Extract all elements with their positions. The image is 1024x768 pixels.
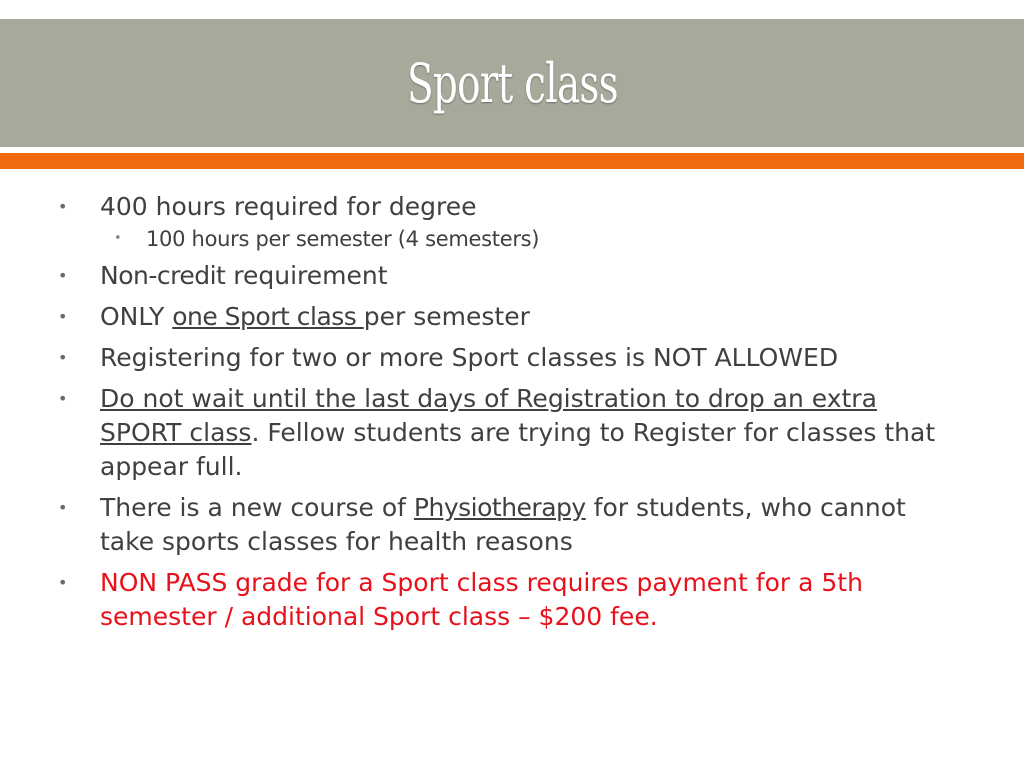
- one-sport-class-link[interactable]: one Sport class: [172, 302, 364, 331]
- bullet-dot-icon: •: [58, 197, 68, 216]
- bullet-dot-icon: •: [58, 266, 68, 285]
- slide-title: Sport class: [406, 51, 618, 115]
- accent-bar: [0, 153, 1024, 169]
- bullet-dot-icon: •: [58, 348, 68, 367]
- bullet-text-pre: There is a new course of: [100, 493, 414, 522]
- bullet-dot-icon: •: [58, 573, 68, 592]
- bullet-hours-required: [0, 190, 1024, 224]
- bullet-non-pass-fee: [0, 566, 1024, 634]
- bullet-only-one-class: [0, 300, 1024, 334]
- do-not-wait-underlined: Do not wait until the last days of Registration to drop an extra SPORT class: [100, 384, 877, 447]
- bullet-dot-icon: •: [114, 231, 122, 246]
- sub-bullet-text: 100 hours per semester (4 semesters): [146, 227, 540, 251]
- bullet-list: [0, 190, 1024, 641]
- bullet-physiotherapy: [0, 491, 1024, 559]
- physiotherapy-link[interactable]: Physiotherapy: [413, 493, 586, 522]
- bullet-text: . Fellow students are trying to Register for classes that appear full.: [100, 418, 936, 481]
- bullet-text-post: per semester: [363, 302, 530, 331]
- bullet-not-allowed: [0, 341, 1024, 375]
- bullet-dot-icon: •: [58, 389, 68, 408]
- sub-bullet-hours-per-semester: [0, 225, 1024, 253]
- bullet-text: requirement: [225, 261, 388, 290]
- bullet-text-post: for students, who cannot take sports classes for health reasons: [100, 493, 906, 556]
- bullet-text-pre: ONLY: [100, 302, 173, 331]
- title-bar: [0, 19, 1024, 147]
- bullet-dot-icon: •: [58, 498, 68, 517]
- warning-text: NON PASS grade for a Sport class requires payment for a 5th semester / additional Sport class – $200 fee.: [100, 568, 863, 631]
- bullet-text: 400 hours required for degree: [100, 192, 477, 221]
- bullet-do-not-wait: [0, 382, 1024, 484]
- non-credit-highlight: Non-credit: [100, 261, 226, 290]
- bullet-text: Registering for two or more Sport classes is NOT ALLOWED: [100, 343, 839, 372]
- bullet-non-credit: [0, 259, 1024, 293]
- bullet-dot-icon: •: [58, 307, 68, 326]
